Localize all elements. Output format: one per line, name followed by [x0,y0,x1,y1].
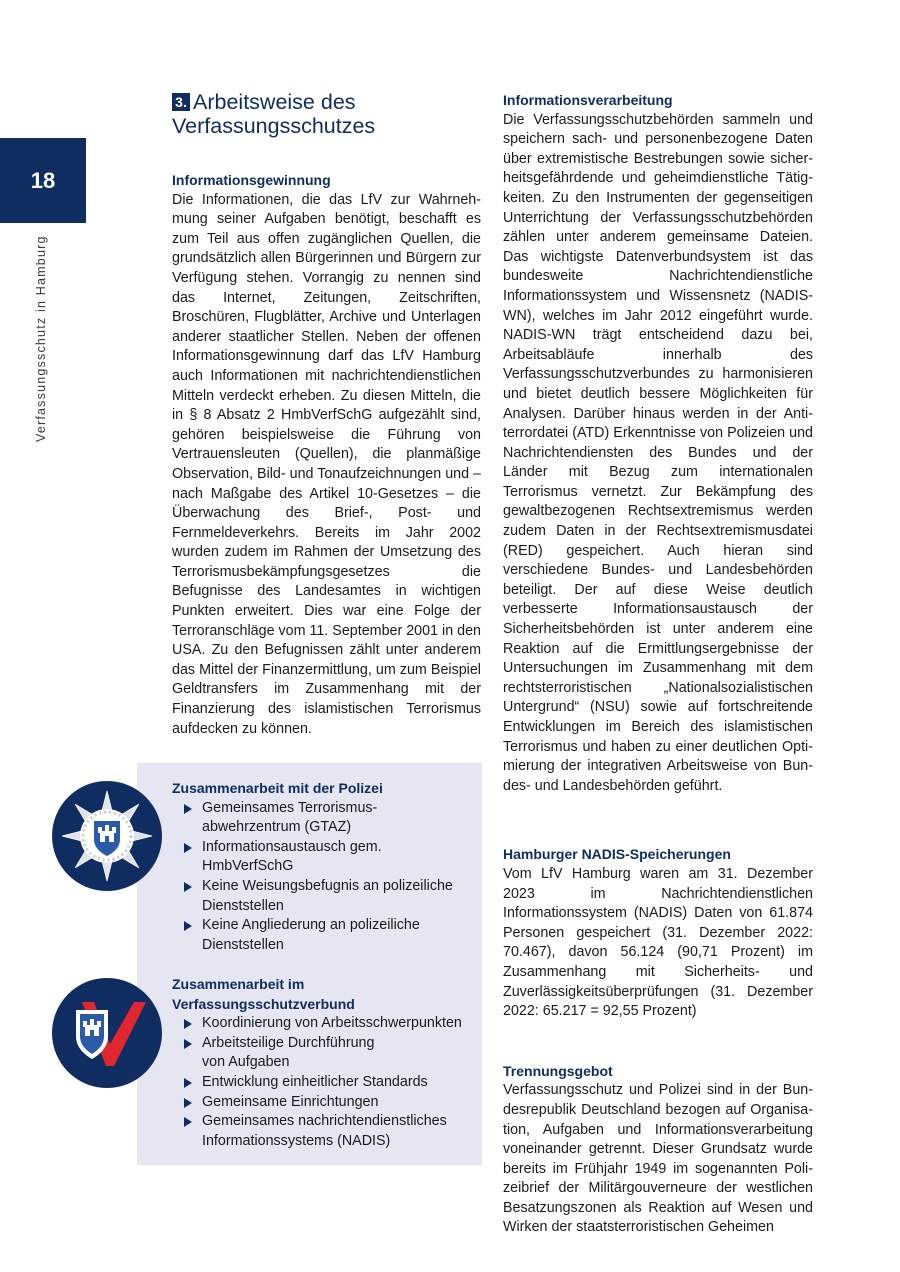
left-column [172,88,481,739]
list-item: Entwicklung einheitlicher Standards [182,1073,482,1093]
list-item: Gemeinsames Terrorismus- abwehrzentrum (GTAZ) [182,799,482,838]
list-item: Koordinierung von Arbeitsschwerpunkten [182,1014,482,1034]
trennungsgebot-text: Verfassungsschutz und Polizei sind in der Bundesrepublik Deutschland bezogen auf Organisation, Aufgaben und Informationsverarbeitung voneinander getrennt. Dieser Grundsatz wurde bereits im Frühjahr 1949 im sogenannten Polizeibrief der Militärgouverneure der westlichen Besatzungszonen als Reaktion auf Wesen und Wirken der staatsterroristischen Geheimen [503,1082,813,1236]
trennungsgebot-heading: Trennungsgebot [503,1062,613,1079]
verbund-section [172,975,482,1151]
list-item: Gemeinsames nachrichtendienstliches Informationssystems (NADIS) [182,1112,482,1151]
informationsverarbeitung-text: Die Verfassungsschutzbehörden sammeln und speichern sach- und personenbezogene Daten über extremistische Bestrebungen sowie sicherheitsgefährdende und geheimdienstliche Tätigkeiten. Zu den Instrumenten der gegenseitigen Unterrichtung der Verfassungsschutzbehörden zählen unter anderem gemeinsame Dateien. Das wichtigste Datenverbundsystem ist das bundesweite Nachrichtendienstliche Informationssystem und Wissensnetz (NADIS-WN), welches im Jahr 2012 eingeführt wurde. NADIS-WN trägt entscheidend dazu bei, Arbeitsabläufe innerhalb des Verfassungsschutzverbundes zu harmonisieren und bietet deutlich bessere Möglichkeiten für Analysen. Darüber hinaus werden in der Antiterrordatei (ATD) Erkenntnisse von Polizeien und Nachrichtendiensten des Bundes und der Länder mit Bezug zum internationalen Terrorismus vernetzt. Zur Bekämpfung des gewaltbezogenen Rechtsextremismus werden zudem Daten in der Rechtsextremismusdatei (RED) gespeichert. Auch hieran sind verschiedene Bundes- und Landesbehörden beteiligt. Der auf diese Weise deutlich verbesserte Informationsaustausch der Sicherheitsbehörden ist unter anderem eine Reaktion auf die Ermittlungsergebnisse der Untersuchungen im Zusammenhang mit dem rechtsterroristischen „Nationalsozialistischen Untergrund“ (NSU) sowie auf fortschreitende Entwicklungen im Bereich des islamistischen Terrorismus und haben zu einer deutlichen Optimierung der integrativen Arbeitsweise von Bundes- und Landesbehörden geführt. [503,111,813,794]
list-item: Keine Weisungsbefugnis an polizeiliche Dienststellen [182,877,482,916]
list-item: Gemeinsame Einrichtungen [182,1093,482,1113]
nadis-text: Vom LfV Hamburg waren am 31. Dezember 2023 im Nachrichtendienstlichen Informationssystem (NADIS) Daten von 61.874 Personen gespeichert (31. Dezember 2022: 70.467), davon 56.124 (90,71 Prozent) im Zusammenhang mit Sicherheits- und Zuverlässigkeitsüberprüfungen (31. Dezember 2022: 65.217 = 92,55 Prozent) [503,865,813,1020]
polizei-heading: Zusammenarbeit mit der Polizei [172,780,383,796]
verbund-heading [172,975,482,1014]
right-column [503,91,813,1238]
page-number: 18 [0,138,86,223]
informationsgewinnung-text: Die Informationen, die das LfV zur Wahrnehmung seiner Aufgaben benötigt, beschafft es zum Teil aus offen zugänglichen Quellen, die grundsätzlich allen Bürgerinnen und Bürgern zur Verfügung stehen. Vorrangig zu nennen sind das Internet, Zeitungen, Zeitschriften, Broschüren, Flugblätter, Archive und Unterlagen anderer staatlicher Stellen. Neben der offenen Informationsgewinnung darf das LfV Hamburg auch Informationen mit nachrichtendienstlichen Mitteln verdeckt erheben. Zu diesen Mitteln, die in § 8 Absatz 2 HmbVerfSchG aufgezählt sind, gehören beispielsweise die Führung von Vertrauensleuten (Quellen), die planmäßige Observation, Bild- und Tonaufzeichnungen und – nach Maßgabe des Artikel 10-Gesetzes – die Überwachung des Brief-, Post- und Fernmeldeverkehrs. Bereits im Jahr 2002 wurden zudem im Rahmen der Umsetzung des Terrorismusbekämpfungsgesetzes die Befugnisse des Landesamtes in wichtigen Punkten erweitert. Dies war eine Folge der Terroranschläge vom 11. September 2001 in den USA. Zu den Befugnissen zählt unter anderem das Mittel der Finanzermittlung, um zum Beispiel Geldtransfers im Zusammenhang mit der Finanzierung des islamistischen Terrorismus aufdecken zu können. [172,191,481,737]
section-number-badge: 3. [172,93,190,111]
list-item: Arbeitsteilige Durchführung von Aufgaben [182,1034,482,1073]
side-running-title: Verfassungsschutz in Hamburg [34,235,48,442]
list-item: Informationsaustausch gem. HmbVerfSchG [182,838,482,877]
verbund-heading-line1: Zusammenarbeit im [172,976,305,992]
informationsverarbeitung-heading: Informationsverarbeitung [503,92,673,108]
verbund-heading-line2: Verfassungsschutzverbund [172,995,355,1012]
list-item: Keine Angliederung an polizeiliche Dienststellen [182,916,482,955]
polizei-list [172,799,482,956]
section-title-line2: Verfassungsschutzes [172,114,376,138]
police-star-emblem-icon [52,781,162,891]
section-title-line1: Arbeitsweise des [193,90,356,114]
section-title [172,90,481,138]
info-box [137,763,482,1165]
nadis-heading: Hamburger NADIS-Speicherungen [503,846,731,863]
verfassungsschutz-emblem-icon [52,978,162,1088]
verbund-list [172,1014,482,1151]
polizei-section [172,779,482,955]
informationsgewinnung-heading: Informationsgewinnung [172,172,331,188]
